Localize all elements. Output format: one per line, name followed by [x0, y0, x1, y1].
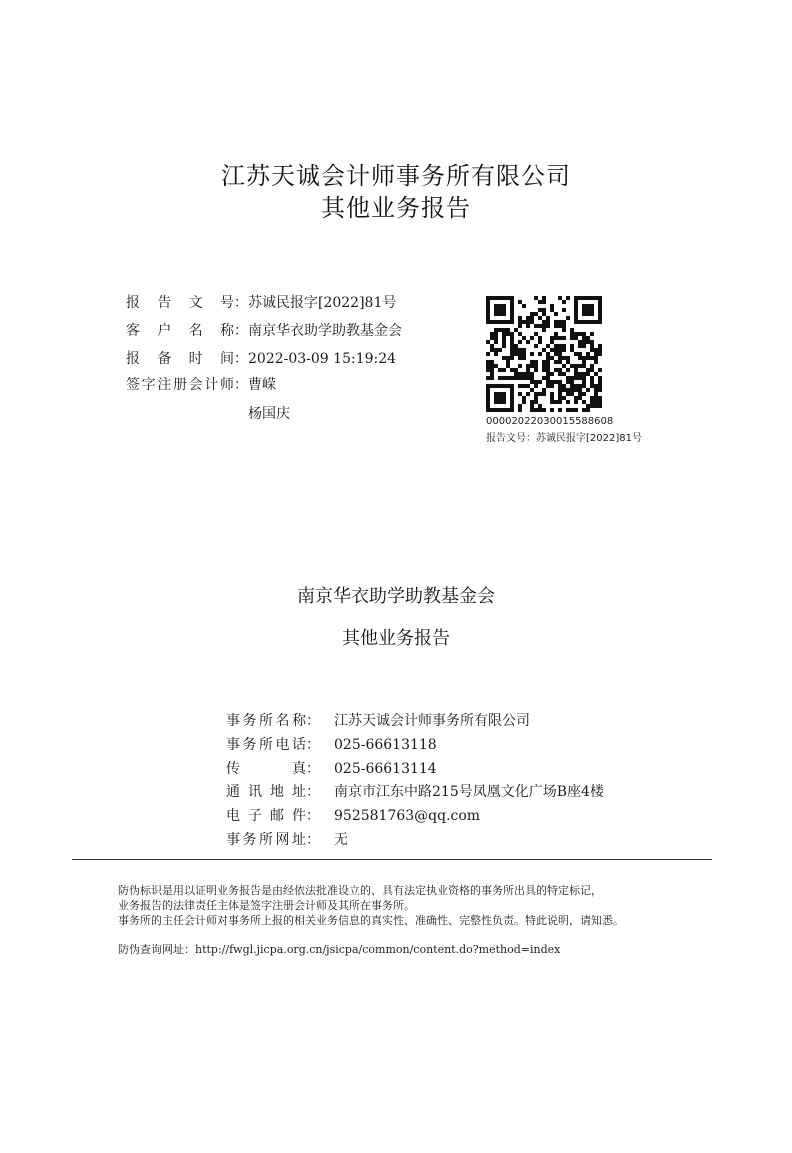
- filing-time-row: 报备时间：2022-03-09 15:19:24: [126, 348, 396, 370]
- verify-url-label: 防伪查询网址：: [118, 943, 195, 956]
- firm-website-row: 事务所网址： 无: [226, 829, 348, 852]
- firm-fax-value: 025-66613114: [334, 761, 437, 777]
- report-type-title: 其他业务报告: [321, 194, 471, 222]
- firm-email-value: 952581763@qq.com: [334, 808, 481, 824]
- filing-time-value: 2022-03-09 15:19:24: [248, 351, 397, 367]
- filing-time-label: 报备时间: [126, 351, 234, 367]
- notice-line-3: 事务所的主任会计师对事务所上报的相关业务信息的真实性、准确性、完整性负责。特此说明，请知悉。: [118, 914, 624, 927]
- report-subtitle: 其他业务报告: [342, 628, 450, 649]
- client-subtitle: 南京华衣助学助教基金会: [297, 586, 495, 607]
- firm-website-label: 事务所网址: [226, 832, 306, 848]
- firm-phone-row: 事务所电话： 025-66613118: [226, 734, 437, 757]
- firm-address-value: 南京市江东中路215号凤凰文化广场B座4楼: [334, 784, 604, 800]
- firm-email-row: 电子邮件： 952581763@qq.com: [226, 805, 480, 828]
- firm-title: 江苏天诚会计师事务所有限公司: [221, 162, 571, 190]
- signing-cpa-value-1: 曹嵘: [248, 377, 276, 393]
- firm-website-value: 无: [334, 832, 348, 848]
- firm-address-row: 通讯地址： 南京市江东中路215号凤凰文化广场B座4楼: [226, 781, 604, 804]
- client-name-row: 客户名称：南京华衣助学助教基金会: [126, 320, 402, 342]
- report-number-row: 报告文号：苏诚民报字[2022]81号: [126, 292, 396, 314]
- notice-line-2: 业务报告的法律责任主体是签字注册会计师及其所在事务所。: [118, 899, 415, 912]
- report-number-value: 苏诚民报字[2022]81号: [248, 295, 397, 311]
- qr-code-icon: [486, 296, 602, 412]
- client-name-value: 南京华衣助学助教基金会: [248, 323, 402, 339]
- verify-url-row: [118, 942, 560, 957]
- report-number-label: 报告文号: [126, 295, 234, 311]
- firm-name-label: 事务所名称: [226, 713, 306, 729]
- signing-cpa-row-2: [248, 403, 290, 425]
- notice-line-1: 防伪标识是用以证明业务报告是由经依法批准设立的、具有法定执业资格的事务所出具的特定标记，: [118, 884, 602, 897]
- firm-name-row: 事务所名称： 江苏天诚会计师事务所有限公司: [226, 710, 530, 733]
- firm-address-label: 通讯地址: [226, 784, 306, 800]
- signing-cpa-row: 签字注册会计师：曹嵘: [126, 374, 276, 396]
- qr-caption: 报告文号：苏诚民报字[2022]81号: [486, 433, 642, 444]
- divider: [72, 859, 712, 860]
- firm-name-value: 江苏天诚会计师事务所有限公司: [334, 713, 530, 729]
- verify-url-link[interactable]: http://fwgl.jicpa.org.cn/jsicpa/common/content.do?method=index: [195, 943, 561, 956]
- firm-fax-row: 传真： 025-66613114: [226, 758, 437, 781]
- signing-cpa-label: 签字注册会计师: [126, 377, 234, 393]
- firm-email-label: 电子邮件: [226, 808, 306, 824]
- firm-fax-label: 传真: [226, 761, 306, 777]
- qr-code-number: 00002022030015588608: [486, 416, 614, 427]
- client-name-label: 客户名称: [126, 323, 234, 339]
- firm-phone-label: 事务所电话: [226, 737, 306, 753]
- firm-phone-value: 025-66613118: [334, 737, 437, 753]
- signing-cpa-value-2: 杨国庆: [248, 406, 290, 422]
